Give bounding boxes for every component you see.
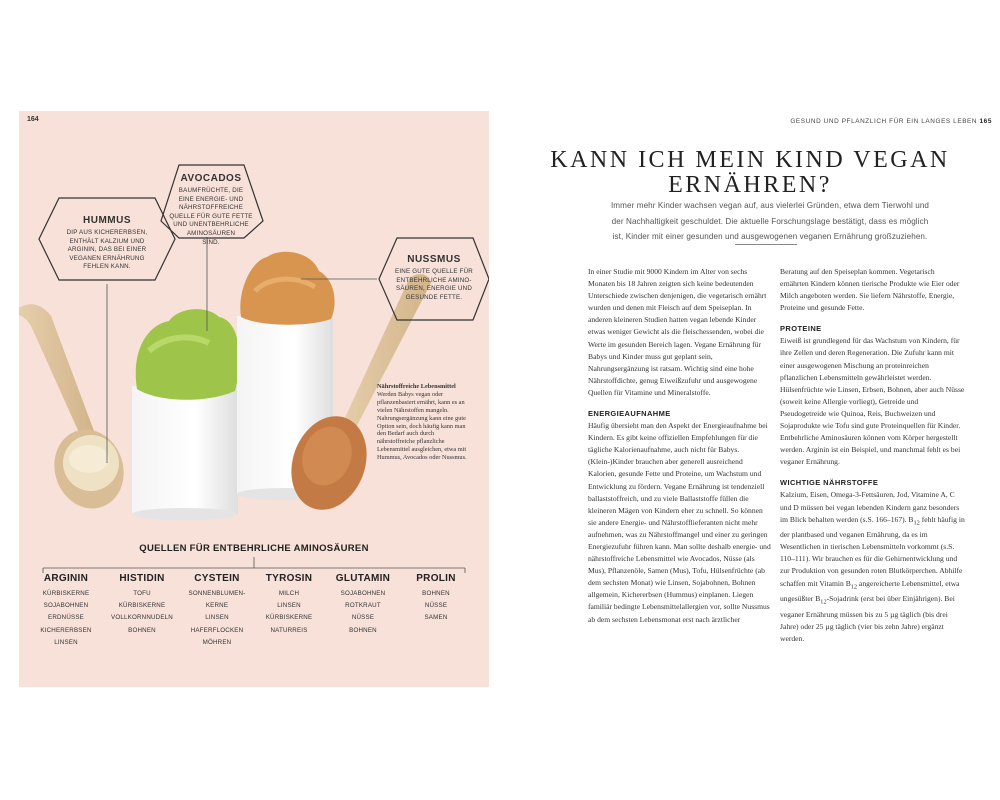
hexagon-title: AVOCADOS	[180, 173, 242, 184]
hexagon-desc-line: ENTHÄLT KALZIUM UND	[69, 237, 145, 245]
amino-source: BOHNEN	[349, 626, 377, 634]
hexagon-desc-line: SÄUREN, ENERGIE UND	[396, 285, 472, 293]
amino-name: CYSTEIN	[194, 573, 240, 584]
amino-source: TOFU	[133, 590, 151, 597]
amino-source: KÜRBISKERNE	[265, 614, 313, 622]
photo-caption	[377, 383, 467, 462]
subscript: 12	[850, 583, 858, 591]
body-paragraph: In einer Studie mit 9000 Kindern im Alter von sechs Monaten bis 18 Jahren zeigten sich keine bedeutenden Unterschiede zwischen denjenigen, die vegetarisch ernährt wurden und denen mit Fleisch auf dem Speiseplan. In anderen kleineren Studien hatten vegan lebende Kinder etwas weniger Gewicht als die fleischessenden, wobei die Werte im gesunden Bereich lagen. Vegane Ernährung für Babys und Kinder muss gut geplant sein, Nahrungsergänzung ist ratsam. Wichtig sind eine hohe Nährstoffdichte, genug Eiweißzufuhr und ausgewogene Quellen für Vitamine und Mineralstoffe.	[588, 267, 767, 397]
hexagon-title: HUMMUS	[83, 215, 131, 226]
amino-source: NÜSSE	[351, 614, 375, 622]
white-cup-left	[132, 386, 238, 514]
amino-source: LINSEN	[205, 614, 229, 622]
intro-text	[578, 198, 962, 245]
amino-table-title: QUELLEN FÜR ENTBEHRLICHE AMINOSÄUREN	[139, 543, 369, 554]
page-number-right: 165	[979, 118, 992, 125]
page-number-left: 164	[27, 116, 39, 123]
hexagon-avocados-text	[161, 173, 261, 247]
amino-source: NÜSSE	[424, 602, 448, 610]
amino-column-cystein	[177, 573, 257, 649]
left-page	[19, 111, 489, 687]
running-header	[790, 118, 992, 125]
hexagon-desc-line: BAUMFRÜCHTE, DIE	[178, 187, 244, 194]
hexagon-title: NUSSMUS	[407, 254, 461, 265]
amino-column-arginin	[26, 573, 106, 649]
caption-text: Werden Babys vegan oder pflanzenbasiert ernährt, kann es an vielen Nährstoffen mangeln. Nahrungsergänzung kann eine gute Option sein, doch häufig kann man den Bedarf auch durch nährstoffreiche pflanzliche Lebensmittel ausgleichen, etwa mit Hummus, Avocados oder Nussmus.	[377, 390, 467, 462]
hexagon-desc-line: NÄHRSTOFFREICHE	[178, 204, 244, 212]
amino-column-prolin	[396, 573, 476, 625]
body-paragraph: Häufig übersieht man den Aspekt der Energieaufnahme bei Kindern. Es gibt keine offiziellen Empfehlungen für die tägliche Kalorienaufnahme, auch nicht für Babys. (Klein-)Kinder brauchen aber generell ausreichend Kalorien, gesunde Fette und Proteine, um Wachstum und Entwicklung zu fördern. Vegane Ernährung ist tendenziell ballaststoffreich, und zu viele Ballaststoffe füllen die kleineren Mägen von Kindern eher zu schnell. So können sie andere Energie- und Nährstofflieferanten nicht mehr aufnehmen, was zu Nährstoffmangel und einer zu geringen Energiezufuhr führen kann. Man sollte deshalb energie- und nährstoffreiche Lebensmittel wie Avocados, Nüsse (als Mus), Pflanzenöle, Samen (Mus), Tofu, Hülsenfrüchte (ab dem sechsten Monat) wie Linsen, Sojabohnen, Bohnen allgemein, Kichererbsen (Hummus) einplanen. Liegen familiär bedingte Lebensmittelallergien vor, sollte Nussmus ab dem sechsten Lebensmonat erst nach ärztlicher	[588, 421, 771, 624]
amino-source: BOHNEN	[128, 626, 156, 634]
section-heading: PROTEINE	[780, 324, 822, 334]
amino-name: TYROSIN	[265, 573, 313, 584]
amino-source: KÜRBISKERNE	[118, 602, 166, 610]
page-title	[540, 148, 960, 198]
text-column-2	[780, 266, 965, 645]
amino-name: GLUTAMIN	[335, 573, 391, 584]
hexagon-desc-line: EINE ENERGIE- UND	[178, 195, 244, 203]
hexagon-desc-line: QUELLE FÜR GUTE FETTE	[169, 212, 253, 220]
hexagon-desc-line: AMINOSÄUREN	[186, 229, 236, 237]
body-paragraph	[780, 489, 965, 645]
hexagon-desc-line: UND UNENTBEHRLICHE	[173, 221, 249, 229]
amino-source: LINSEN	[277, 602, 301, 610]
page-title-line: ERNÄHREN?	[668, 172, 832, 198]
subscript: 12	[820, 598, 827, 606]
amino-name: HISTIDIN	[119, 573, 165, 584]
amino-source: NATURREIS	[270, 626, 308, 634]
text-run: angereicherte Lebensmittel, etwa ungesüßter B	[780, 578, 960, 604]
title-divider	[735, 244, 797, 245]
amino-source: SONNENBLUMEN-	[188, 590, 246, 597]
hexagon-nussmus-text	[381, 254, 487, 302]
hexagon-desc-line: VEGANEN ERNÄHRUNG	[69, 254, 145, 262]
hexagon-desc-line: FEHLEN KANN.	[83, 263, 131, 271]
amino-source: LINSEN	[54, 638, 78, 646]
wooden-spoon-left	[19, 304, 94, 437]
page-title-line: KANN ICH MEIN KIND VEGAN	[550, 147, 950, 173]
intro-line: der Nachhaltigkeit geschuldet. Die aktuelle Forschungslage bestätigt, dass es möglich	[611, 216, 929, 226]
amino-column-glutamin	[323, 573, 403, 637]
intro-line: Immer mehr Kinder wachsen vegan auf, aus vielerlei Gründen, etwa dem Tierwohl und	[610, 201, 930, 210]
running-header-text: GESUND UND PFLANZLICH FÜR EIN LANGES LEBEN	[790, 118, 978, 125]
amino-source: KERNE	[205, 602, 229, 610]
body-paragraph: Beratung auf den Speiseplan kommen. Vegetarisch ernährten Kindern können tierische Produkte wie Eier oder Milch angeboten werden. Sie liefern Nährstoffe, Energie, Proteine und gesunde Fette.	[780, 267, 960, 313]
hexagon-desc-line: EINE GUTE QUELLE FÜR	[395, 268, 473, 275]
amino-source: SOJABOHNEN	[340, 590, 386, 597]
caption-title: Nährstoffreiche Lebensmittel	[377, 383, 456, 390]
body-paragraph: Eiweiß ist grundlegend für das Wachstum von Kindern, für ihre Zellen und deren Regeneration. Die Zufuhr kann mit einer ausgewogenen Mischung an proteinreichen pflanzlichen Lebensmitteln gewährleistet werden. Hülsenfrüchte wie Linsen, Erbsen, Bohnen, aber auch Nüsse (soweit keine Allergie vorliegt), Getreide und Pseudogetreide wie Quinoa, Reis, Buchweizen und Sojaprodukte wie Tofu sind gute Proteinquellen für Kinder. Entbehrliche Aminosäuren können vom Körper hergestellt werden. Arginin ist ein Beispiel, und manchmal fehlt es bei veganer Ernährung.	[780, 336, 965, 467]
section-heading: ENERGIEAUFNAHME	[588, 409, 671, 419]
intro-line: ist, Kinder mit einer gesunden und ausgewogenen veganen Ernährung großzuziehen.	[612, 232, 928, 241]
text-column-1	[588, 266, 773, 626]
hexagon-desc-line: SIND.	[202, 238, 220, 246]
amino-source: KÜRBISKERNE	[42, 590, 90, 597]
amino-source: MILCH	[278, 590, 300, 597]
amino-source: MÖHREN	[202, 638, 232, 646]
amino-source: VOLLKORNNUDELN	[111, 614, 173, 622]
text-run: -Sojadrink (erst bei über Einjährigen). Bei veganer Ernährung müssen bis zu 5 µg täglich (bis drei Jahre) oder 25 µg täglich (vier bis zehn Jahre) ergänzt werden.	[780, 594, 955, 643]
avocado-mash	[136, 309, 240, 400]
hexagon-desc-line: DIP AUS KICHERERBSEN,	[66, 229, 148, 236]
amino-source: SAMEN	[424, 614, 448, 622]
amino-source: BOHNEN	[422, 590, 450, 597]
amino-source: HAFERFLOCKEN	[190, 626, 244, 634]
section-heading: WICHTIGE NÄHRSTOFFE	[780, 478, 879, 488]
text-run: fehlt häufig in der plantbased und veganen Ernährung, da es im Wesentlichen in tierischen Lebensmitteln vorkommt (s.S. 110–111). Wir brauchen es für die Gehirnentwicklung und zur Produktion von gesunden roten Blutkörperchen. Abhilfe schaffen mit Vitamin B	[780, 514, 965, 588]
amino-source: ROTKRAUT	[345, 602, 381, 610]
amino-source: KICHERERBSEN	[40, 626, 92, 634]
hexagon-desc-line: ENTBEHRLICHE AMINO-	[396, 276, 472, 284]
text-run: Kalzium, Eisen, Omega-3-Fettsäuren, Jod, Vitamine A, C und D müssen bei vegan lebenden Kindern ganz besonders im Blick behalten werden (s.S. 166–167). B	[780, 490, 960, 524]
hexagon-hummus-text	[43, 215, 171, 272]
amino-name: PROLIN	[416, 573, 456, 584]
amino-column-tyrosin	[249, 573, 329, 637]
amino-name: ARGININ	[43, 573, 89, 584]
amino-column-histidin	[102, 573, 182, 637]
amino-source: ERDNÜSSE	[48, 614, 84, 622]
hexagon-desc-line: GESUNDE FETTE.	[405, 293, 463, 301]
hexagon-desc-line: ARGININ, DAS BEI EINER	[67, 246, 147, 254]
subscript: 12	[913, 519, 920, 527]
amino-source: SOJABOHNEN	[43, 602, 89, 610]
